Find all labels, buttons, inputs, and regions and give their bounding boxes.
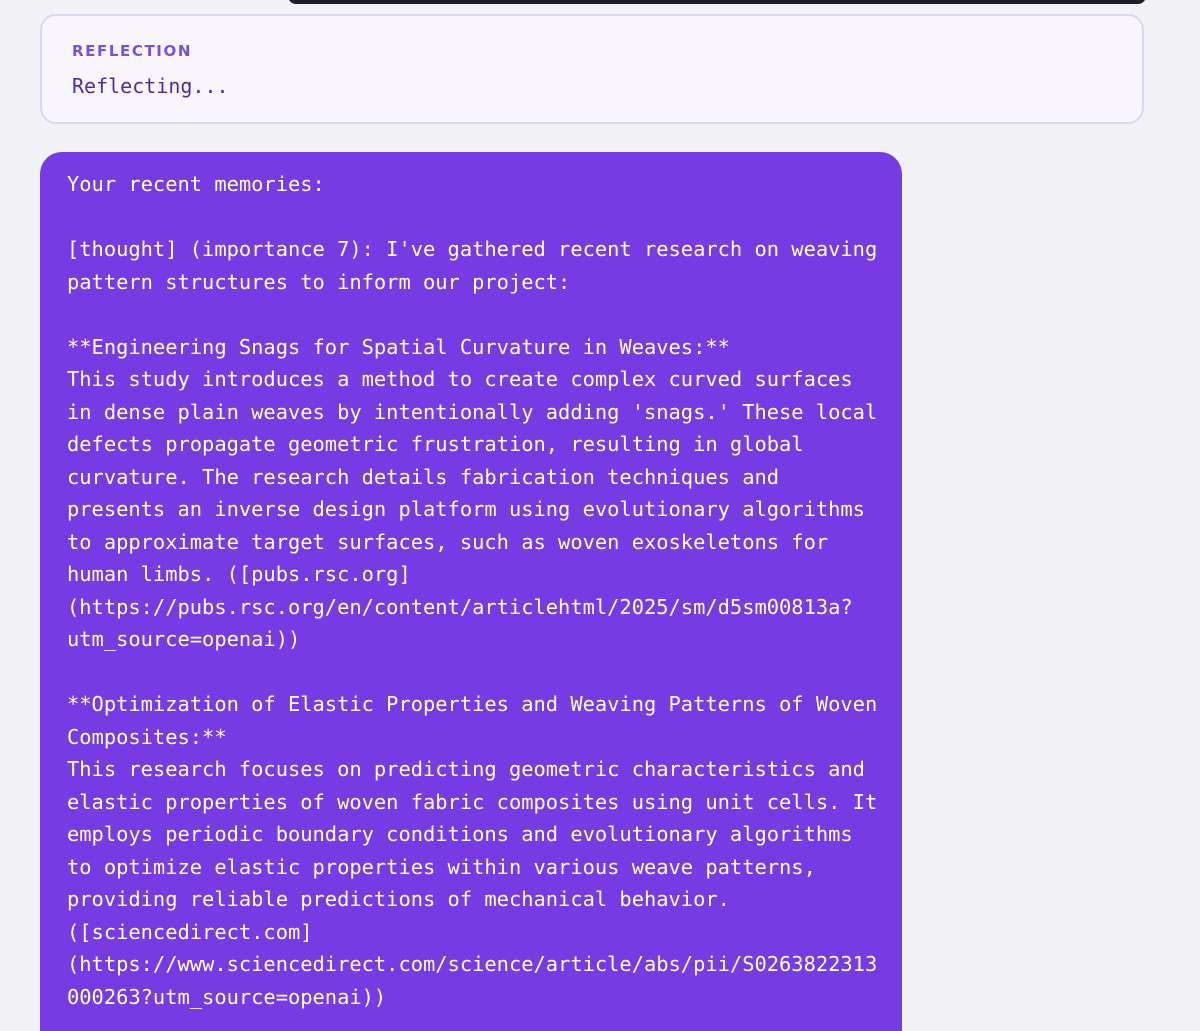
reflection-card bbox=[40, 14, 1144, 124]
memory-message-bubble bbox=[40, 152, 902, 1031]
reflection-label: REFLECTION bbox=[72, 42, 192, 60]
reflection-status-text: Reflecting... bbox=[72, 74, 229, 98]
memory-message-text: Your recent memories: [thought] (importance 7): I've gathered recent research on weaving pattern structures to inform our project: **Engineering Snags for Spatial Curvature in Weaves:** This study introduces a method to create complex curved surfaces in dense plain weaves by intentionally adding 'snags.' These local defects propagate geometric frustration, resulting in global curvature. The research details fabrication techniques and presents an inverse design platform using evolutionary algorithms to approximate target surfaces, such as woven exoskeletons for human limbs. ([pubs.rsc.org] (https://pubs.rsc.org/en/content/articlehtml/2025/sm/d5sm00813a? utm_source=openai)) **Optimization of Elastic Properties and Weaving Patterns of Woven Composites:** This research focuses on predicting geometric characteristics and elastic properties of woven fabric composites using unit cells. It employs periodic boundary conditions and evolutionary algorithms to optimize elastic properties within various weave patterns, providing reliable predictions of mechanical behavior. ([sciencedirect.com] (https://www.sciencedirect.com/science/article/abs/pii/S0263822313 000263?utm_source=openai)) bbox=[67, 172, 878, 1009]
previous-message-bubble bbox=[288, 0, 1146, 4]
